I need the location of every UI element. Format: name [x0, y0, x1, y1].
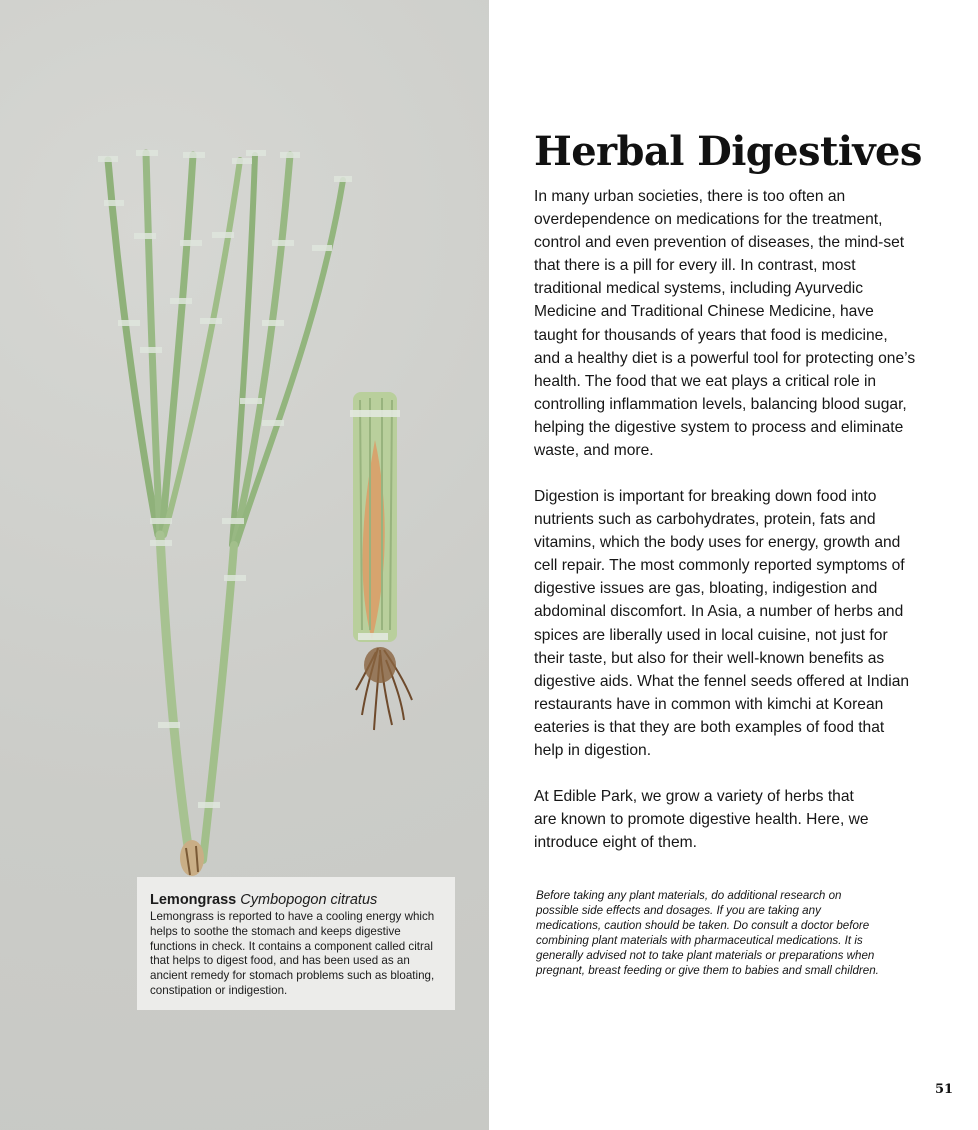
- body-paragraph: In many urban societies, there is too often an overdependence on medications for the treatment, control and even prevention of diseases, the mind-set that there is a pill for every ill. In contrast, most traditional medical systems, including Ayurvedic Medicine and Traditional Chinese Medicine, have taught for thousands of years that food is medicine, and a healthy diet is a powerful tool for protecting one’s health. The food that we eat plays a critical role in controlling inflammation levels, balancing blood sugar, helping the digestive system to process and eliminate waste, and more.: [534, 188, 916, 460]
- caption-body: Lemongrass is reported to have a cooling energy which helps to soothe the stomach and keeps digestive functions in check. It contains a component called citral that helps to digest food, and has been used as an ancient remedy for stomach problems such as bloating, constipation or indigestion.: [150, 910, 435, 997]
- caption-title: [150, 891, 443, 909]
- caption-latin-name: Cymbopogon citratus: [240, 892, 378, 908]
- caption-common-name: Lemongrass: [150, 892, 237, 908]
- page-number: 51: [935, 1082, 954, 1097]
- page-title: Herbal Digestives: [534, 128, 922, 175]
- specimen-caption: [137, 877, 455, 1010]
- disclaimer-note: Before taking any plant materials, do additional research on possible side effects and dosages. If you are taking any medications, caution should be taken. Do consult a doctor before combining plant materials with pharmaceutical medications. It is generally advised not to take plant materials or preparations when pregnant, breast feeding or give them to babies and small children.: [536, 889, 879, 977]
- body-paragraph: Digestion is important for breaking down food into nutrients such as carbohydrates, protein, fats and vitamins, which the body uses for energy, growth and cell repair. The most commonly reported symptoms of digestive issues are gas, bloating, indigestion and abdominal discomfort. In Asia, a number of herbs and spices are liberally used in local cuisine, not just for their taste, but also for their well-known benefits as digestive aids. What the fennel seeds offered at Indian restaurants have in common with kimchi at Korean eateries is that they are both examples of food that help in digestion.: [534, 488, 910, 760]
- body-paragraph: At Edible Park, we grow a variety of herbs that are known to promote digestive health. Here, we introduce eight of them.: [534, 788, 869, 852]
